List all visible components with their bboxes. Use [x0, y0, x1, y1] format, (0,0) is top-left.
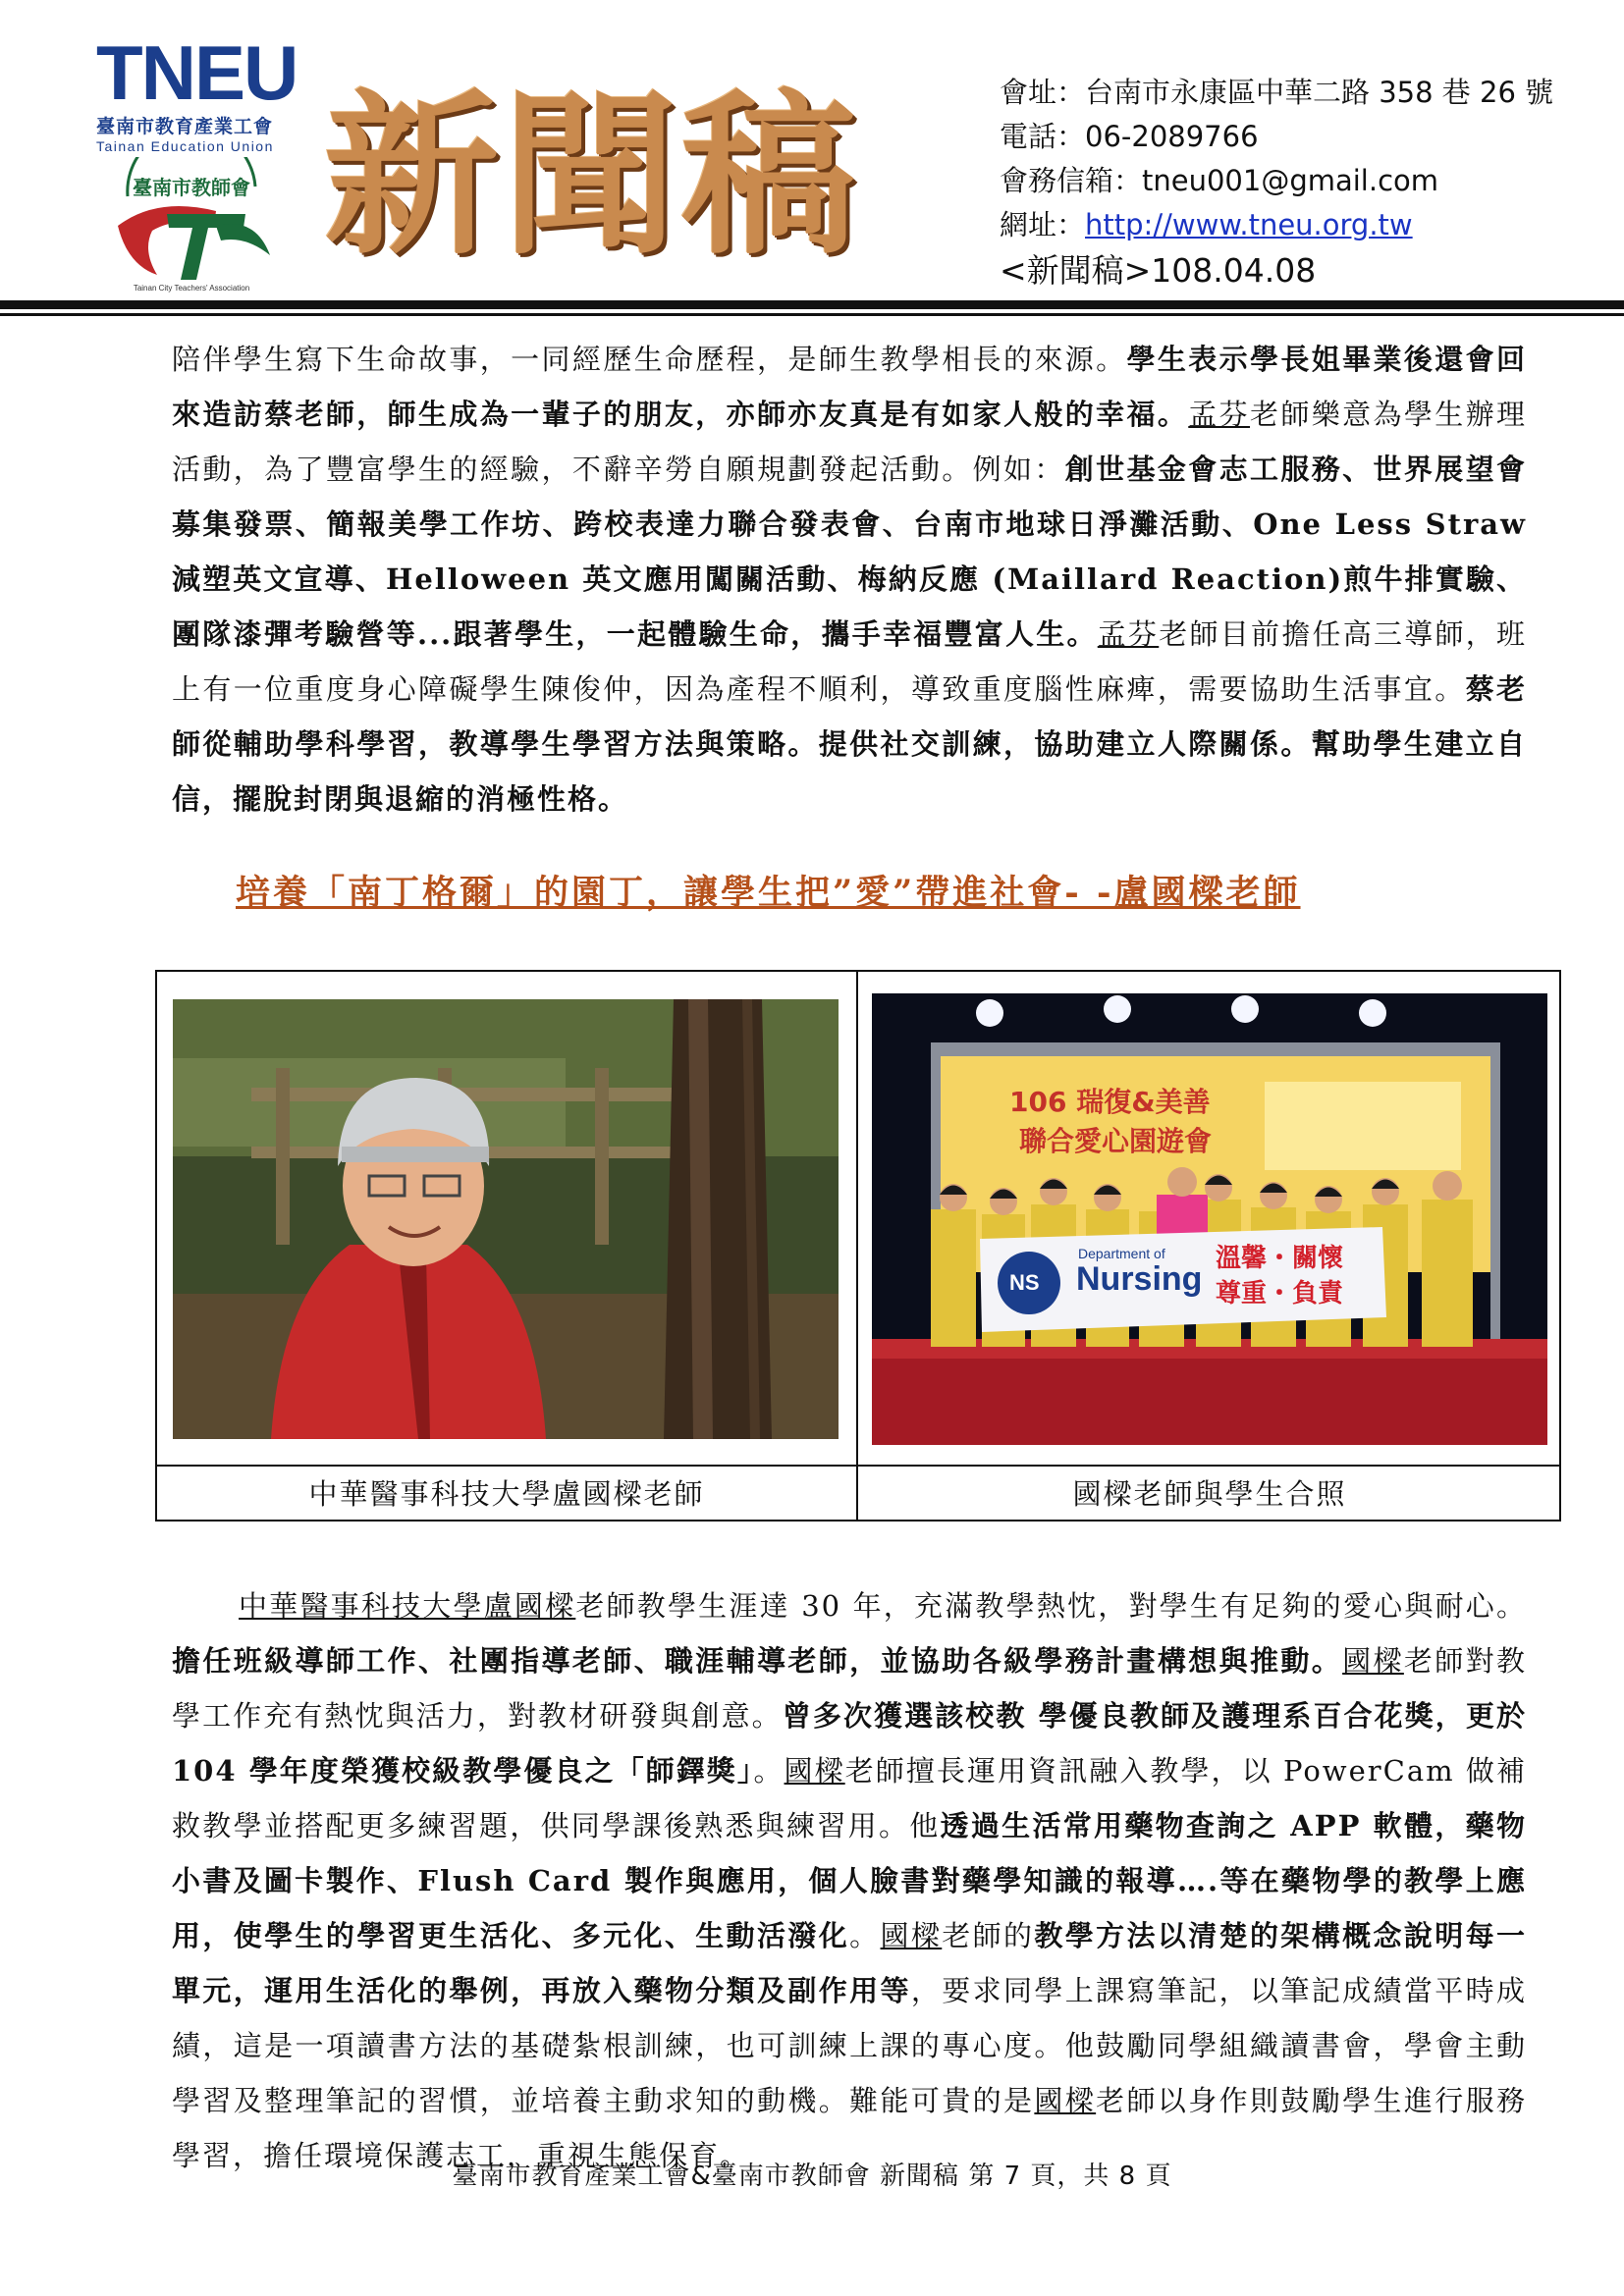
body-bold-text: 曾多次獲選該校教 學優良教師及護理系百合花獎，更於 104 學年度榮獲校級教學優良之「師鐸獎」	[172, 1699, 1527, 1788]
teacher-name: 國樑	[784, 1754, 845, 1788]
svg-text:Tainan City Teachers' Associat: Tainan City Teachers' Association	[133, 284, 250, 293]
body-text: 老師對教學工作充有熱忱與活力，對教材研發與創意。	[172, 1644, 1527, 1733]
intro-sentence: 老師樂意為學生辦理活動，為了豐富學生的經驗，不辭辛勞自願規劃發起活動。例如：	[172, 398, 1527, 486]
header-rule-thin	[0, 313, 1624, 316]
intro-bold-sentence: 蔡老師從輔助學科學習，教導學生學習方法與策略。提供社交訓練，協助建立人際關係。幫助學生建立自信，擺脫封閉與退縮的消極性格。	[172, 672, 1527, 816]
teacher-name: 國樑	[1034, 2084, 1097, 2117]
flag-red-text-2: 尊重・負責	[1216, 1279, 1344, 1308]
teacher-portrait-photo	[173, 999, 839, 1439]
contact-block	[1000, 71, 1608, 294]
body-text: 老師的	[942, 1919, 1035, 1952]
address: 會址：台南市永康區中華二路 358 巷 26 號	[1000, 76, 1554, 109]
body-text: 老師以身作則鼓勵學生進行服務學習，擔任環境保護志工，重視生態保育。	[172, 2084, 1527, 2172]
body-text: 老師教學生涯達 30 年，充滿教學熱忱，對學生有足夠的愛心與耐心。	[575, 1589, 1527, 1623]
flag-big-text: Nursing	[1076, 1260, 1203, 1298]
body-paragraph-2	[172, 1578, 1527, 2183]
masthead-title: 新聞稿	[324, 75, 860, 278]
section-title: 培養「南丁格爾」的園丁，讓學生把”愛”帶進社會- -盧國樑老師	[236, 873, 1301, 913]
intro-sentence: 老師目前擔任高三導師，班上有一位重度身心障礙學生陳俊仲，因為產程不順利，導致重度腦性麻痺，需要協助生活事宜。	[172, 617, 1527, 706]
table-divider-vertical	[856, 972, 858, 1520]
teacher-name: 孟芬	[1188, 398, 1250, 431]
body-bold-text: 教學方法以清楚的架構概念說明每一單元，運用生活化的舉例，再放入藥物分類及副作用等	[172, 1919, 1527, 2007]
flag-small-text: Department of	[1078, 1246, 1165, 1261]
tneu-logo-english: Tainan Education Union	[96, 138, 274, 154]
website-link[interactable]: http://www.tneu.org.tw	[1085, 208, 1413, 241]
page-header	[0, 0, 1624, 314]
teacher-name: 國樑	[1342, 1644, 1404, 1678]
activity-list: 創世基金會志工服務、世界展望會募集發票、簡報美學工作坊、跨校表達力聯合發表會、台南市地球日淨灘活動、One Less Straw 減塑英文宣導、Helloween 英文應用闖關活動、梅納反應 (Maillard Reaction)煎牛排實驗、團隊漆彈考驗營等...跟著學生，一起體驗生命，攜手幸福豐富人生。	[172, 453, 1527, 651]
right-photo-caption: 國樑老師與學生合照	[1072, 1477, 1347, 1511]
tneu-logo-letters: TNEU	[96, 29, 298, 116]
body-text: ，要求同學上課寫筆記，以筆記成績當平時成績，這是一項讀書方法的基礎紮根訓練，也可訓練上課的專心度。他鼓勵同學組織讀書會，學會主動學習及整理筆記的習慣，並培養主動求知的動機。難能可貴的是	[172, 1974, 1527, 2117]
teacher-name: 國樑	[880, 1919, 943, 1952]
website	[1000, 203, 1608, 247]
body-bold-text: 透過生活常用藥物查詢之 APP 軟體，藥物小書及圖卡製作、Flush Card 製作與應用，個人臉書對藥學知識的報導….等在藥物學的教學上應用，使學生的學習更生活化、多元化、生動活潑化	[172, 1809, 1527, 1952]
group-photo	[872, 993, 1547, 1445]
tneu-logo	[96, 29, 302, 154]
intro-paragraph	[172, 332, 1527, 827]
body-bold-text: 擔任班級導師工作、社團指導老師、職涯輔導老師，並協助各級學務計畫構想與推動。	[172, 1644, 1343, 1678]
svg-text:NS: NS	[1009, 1270, 1040, 1295]
body-text: 。	[849, 1919, 881, 1952]
website-label: 網址：	[1000, 208, 1086, 241]
teacher-name: 孟芬	[1097, 617, 1160, 651]
body-text: 。	[753, 1754, 785, 1788]
page-footer: 臺南市教育產業工會&臺南市教師會 新聞稿 第 7 頁，共 8 頁	[452, 2162, 1172, 2191]
teachers-association-logo	[98, 157, 285, 294]
phone: 電話：06-2089766	[1000, 120, 1259, 153]
left-photo-caption: 中華醫事科技大學盧國樑老師	[308, 1477, 705, 1511]
body-text: 老師擅長運用資訊融入教學，以 PowerCam 做補救教學並搭配更多練習題，供同學課後熟悉與練習用。他	[172, 1754, 1527, 1842]
header-rule-thick	[0, 300, 1624, 309]
banner-line2: 聯合愛心園遊會	[1019, 1125, 1213, 1157]
banner-line1: 106 瑞復&美善	[1009, 1086, 1211, 1118]
intro-sentence: 陪伴學生寫下生命故事，一同經歷生命歷程，是師生教學相長的來源。	[172, 343, 1127, 376]
release-date: <新聞稿>108.04.08	[1000, 251, 1317, 290]
photo-table	[155, 970, 1561, 1522]
svg-text:臺南市教師會: 臺南市教師會	[133, 176, 250, 199]
flag-red-text-1: 溫馨・關懷	[1216, 1244, 1344, 1273]
school-teacher-name: 中華醫事科技大學盧國樑	[239, 1589, 576, 1623]
email: 會務信箱：tneu001@gmail.com	[1000, 164, 1439, 197]
tneu-logo-chinese: 臺南市教育產業工會	[96, 116, 274, 137]
intro-bold-sentence: 學生表示學長姐畢業後還會回來造訪蔡老師，師生成為一輩子的朋友，亦師亦友真是有如家人般的幸福。	[172, 343, 1527, 431]
